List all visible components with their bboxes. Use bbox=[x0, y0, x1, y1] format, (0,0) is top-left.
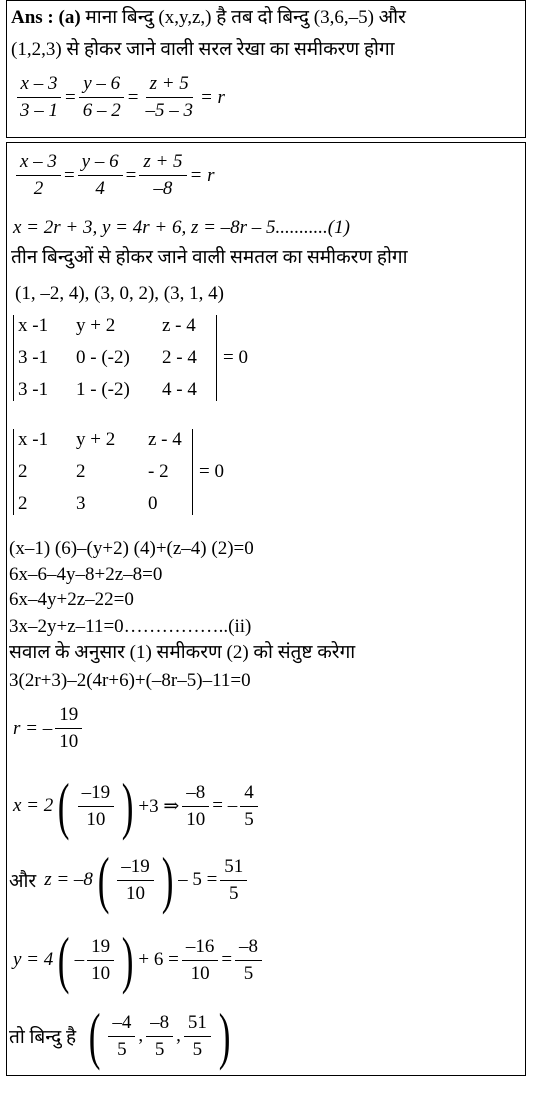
x-value: x = 2 ( $\frac{-19}{10}$ ) +3 ⇒ $\frac{-8}{10}$ = – $\frac{4}{5}$ bbox=[13, 774, 261, 838]
fraction: $\frac{x - 3}{3 - 1}$ bbox=[16, 73, 62, 122]
plane-text: तीन बिन्दुओं से होकर जाने वाली समतल का समीकरण होगा bbox=[11, 247, 408, 268]
determinant-cell: z - 4 bbox=[148, 429, 182, 450]
substitution-line: 3(2r+3)–2(4r+6)+(–8r–5)–11=0 bbox=[9, 670, 251, 691]
ans-label: Ans : bbox=[11, 7, 54, 28]
plane-equation: 3x–2y+z–11=0……………..(ii) bbox=[9, 616, 252, 637]
answer-intro-line bbox=[11, 7, 406, 29]
simplified-equation: $\frac{x - 3}{2}$ = $\frac{y - 6}{4}$ = $\frac{z + 5}{-8}$ = r bbox=[13, 151, 215, 200]
intro-text: माना बिन्दु (x,y,z,) है तब दो बिन्दु (3,6,–5) और bbox=[85, 7, 406, 28]
final-box bbox=[6, 536, 526, 1076]
answer-header-box bbox=[6, 0, 526, 138]
expand-line: 6x–6–4y–8+2z–8=0 bbox=[9, 564, 163, 585]
determinant-cell: x -1 bbox=[18, 315, 49, 336]
expand-line: (x–1) (6)–(y+2) (4)+(z–4) (2)=0 bbox=[9, 538, 254, 559]
final-point: तो बिन्दु है ( $\frac{-4}{5}$ , $\frac{-8}{5}$ , $\frac{51}{5}$ ) bbox=[9, 1000, 231, 1071]
determinant-2: x -1 y + 2 z - 4 2 2 - 2 2 3 0 = 0 bbox=[13, 429, 224, 515]
fraction: $\frac{z + 5}{-5 - 3}$ bbox=[145, 73, 193, 121]
determinant-cell: y + 2 bbox=[76, 315, 116, 336]
determinant-cell: 4 - 4 bbox=[162, 379, 197, 400]
option-label: (a) bbox=[58, 7, 81, 28]
determinant-cell: 2 bbox=[18, 461, 28, 482]
determinant-cell: 2 - 4 bbox=[162, 347, 197, 368]
determinant-cell: y + 2 bbox=[76, 429, 116, 450]
determinant-cell: 1 - (-2) bbox=[76, 379, 130, 400]
determinant-cell: 3 bbox=[76, 493, 86, 514]
determinant-cell: x -1 bbox=[18, 429, 49, 450]
determinant-cell: 2 bbox=[18, 493, 28, 514]
determinant-cell: 3 -1 bbox=[18, 347, 49, 368]
z-value: और z = –8 ( $\frac{-19}{10}$ ) – 5 = $\frac{51}{5}$ bbox=[9, 848, 250, 912]
line-equation: $\frac{x - 3}{3 - 1}$ = $\frac{y - 6}{6 - 2}$ = $\frac{z + 5}{-5 - 3}$ = r bbox=[13, 73, 225, 122]
solution-box bbox=[6, 142, 526, 538]
determinant-1: x -1 y + 2 z - 4 3 -1 0 - (-2) 2 - 4 3 -1 1 - (-2) 4 - 4 = 0 bbox=[13, 315, 248, 401]
line-text: (1,2,3) से होकर जाने वाली सरल रेखा का समीकरण होगा bbox=[11, 39, 395, 60]
points-line: (1, –2, 4), (3, 0, 2), (3, 1, 4) bbox=[15, 283, 224, 304]
fraction: $\frac{y - 6}{6 - 2}$ bbox=[79, 73, 125, 122]
expand-line: 6x–4y+2z–22=0 bbox=[9, 589, 134, 610]
determinant-cell: 3 -1 bbox=[18, 379, 49, 400]
determinant-cell: - 2 bbox=[148, 461, 169, 482]
determinant-cell: 2 bbox=[76, 461, 86, 482]
condition-text: सवाल के अनुसार (1) समीकरण (2) को संतुष्ट करेगा bbox=[9, 642, 356, 663]
determinant-cell: 0 bbox=[148, 493, 158, 514]
r-value: r = – $\frac{19}{10}$ bbox=[13, 704, 85, 753]
y-value: y = 4 ( – $\frac{19}{10}$ ) + 6 = $\frac{-16}{10}$ = $\frac{-8}{5}$ bbox=[13, 928, 265, 992]
param-line: x = 2r + 3, y = 4r + 6, z = –8r – 5...........(1) bbox=[13, 217, 350, 238]
determinant-cell: z - 4 bbox=[162, 315, 196, 336]
determinant-cell: 0 - (-2) bbox=[76, 347, 130, 368]
